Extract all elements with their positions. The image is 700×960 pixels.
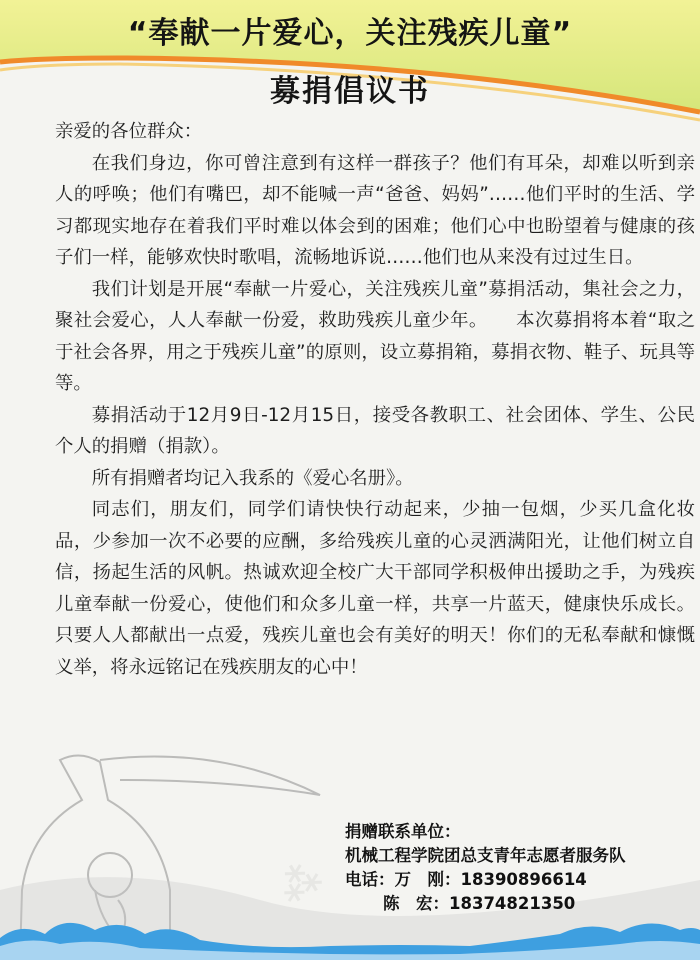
footer-clouds (0, 900, 700, 960)
page-title: “奉献一片爱心，关注残疾儿童” (127, 16, 573, 51)
letter-paragraph: 在我们身边，你可曾注意到有这样一群孩子？他们有耳朵，却难以听到亲人的呼唤；他们有嘴巴，却不能喊一声“爸爸、妈妈”……他们平时的生活、学习都现实地存在着我们平时难以体会到的困难；他们心中也盼望着与健康的孩子们一样，能够欢快时歌唱，流畅地诉说……他们也从来没有过过生日。 (55, 152, 695, 268)
watermark-icon: ⁂ (271, 852, 330, 914)
letter-body (55, 116, 695, 683)
letter-paragraph: 募捐活动于12月9日-12月15日，接受各教职工、社会团体、学生、公民个人的捐赠（捐款）。 (55, 404, 695, 457)
letter-paragraph: 同志们，朋友们，同学们请快快行动起来，少抽一包烟，少买几盒化妆品，少参加一次不必要的应酬，多给残疾儿童的心灵洒满阳光，让他们树立自信，扬起生活的风帆。热诚欢迎全校广大干部同学积极伸出援助之手，为残疾儿童奉献一份爱心，使他们和众多儿童一样，共享一片蓝天，健康快乐成长。只要人人都献出一点爱，残疾儿童也会有美好的明天！你们的无私奉献和慷慨义举，将永远铭记在残疾朋友的心中！ (55, 499, 695, 678)
letter-paragraph: 我们计划是开展“奉献一片爱心，关注残疾儿童”募捐活动，集社会之力，聚社会爱心，人人奉献一份爱，救助残疾儿童少年。 本次募捐将本着“取之于社会各界，用之于残疾儿童”的原则，设立募捐箱，募捐衣物、鞋子、玩具等等。 (55, 278, 695, 394)
letter-greeting: 亲爱的各位群众： (55, 121, 203, 142)
letter-paragraph: 所有捐赠者均记入我系的《爱心名册》。 (91, 467, 414, 489)
contact-phone-1: 电话：万 刚：18390896614 (345, 870, 587, 889)
contact-label: 捐赠联系单位： (345, 822, 461, 841)
contact-phone-2: 陈 宏：18374821350 (383, 894, 576, 913)
page-subtitle: 募捐倡议书 (270, 74, 430, 109)
contact-org: 机械工程学院团总支青年志愿者服务队 (345, 846, 626, 865)
